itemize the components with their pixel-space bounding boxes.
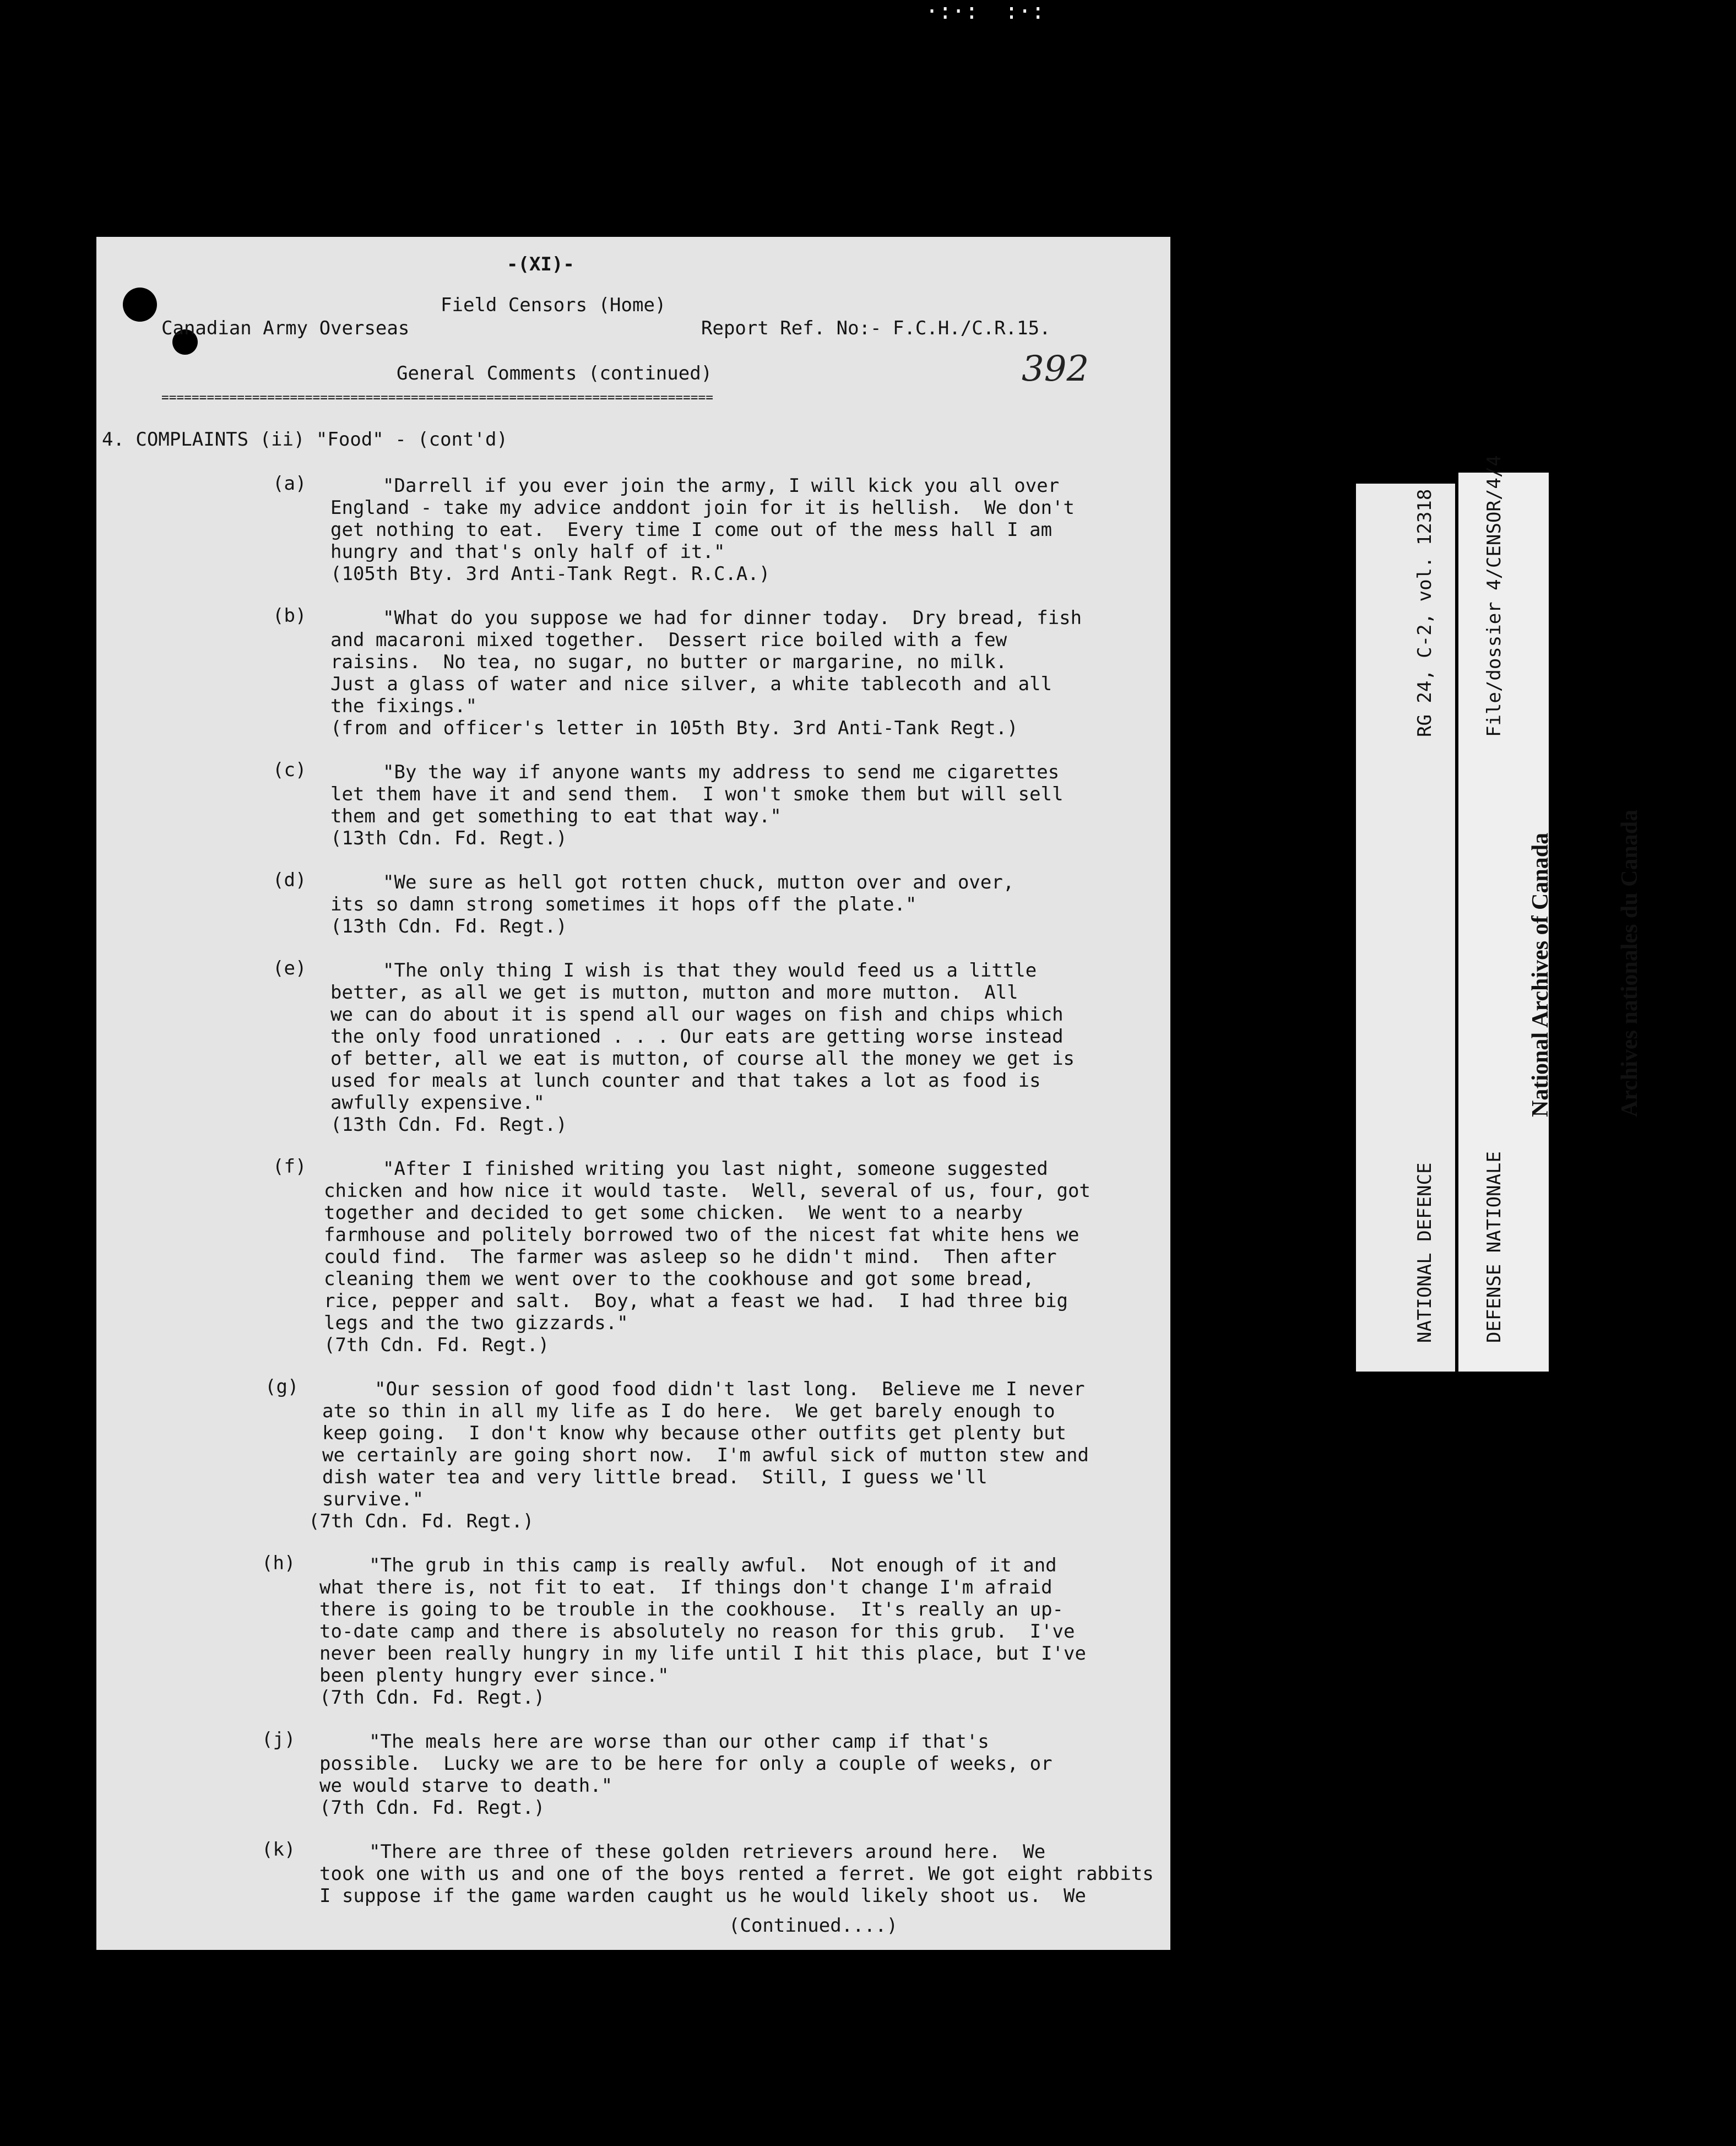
letter-line: them and get something to eat that way." bbox=[330, 805, 782, 827]
letter-line: the fixings." bbox=[330, 695, 478, 717]
unit-attribution: (from and officer's letter in 105th Bty. 3rd Anti-Tank Regt.) bbox=[330, 717, 1018, 739]
unit-name: Canadian Army Overseas bbox=[161, 317, 410, 339]
letter-line: never been really hungry in my life until I hit this place, but I've bbox=[319, 1643, 1086, 1665]
letter-line: awfully expensive." bbox=[330, 1092, 545, 1114]
entry-label: (a) bbox=[273, 473, 307, 495]
unit-attribution: (105th Bty. 3rd Anti-Tank Regt. R.C.A.) bbox=[330, 563, 771, 585]
continued-note: (Continued....) bbox=[729, 1915, 898, 1937]
stamp-number: 392 bbox=[1022, 349, 1089, 389]
letter-line: of better, all we eat is mutton, of course all the money we get is bbox=[330, 1048, 1075, 1070]
letter-line: we certainly are going short now. I'm awful sick of mutton stew and bbox=[322, 1444, 1089, 1466]
unit-attribution: (13th Cdn. Fd. Regt.) bbox=[330, 1114, 567, 1136]
letter-line: England - take my advice anddont join for it is hellish. We don't bbox=[330, 497, 1075, 519]
letter-line: "The grub in this camp is really awful. Not enough of it and bbox=[369, 1554, 1057, 1576]
letter-line: there is going to be trouble in the cookhouse. It's really an up- bbox=[319, 1598, 1064, 1621]
letter-line: what there is, not fit to eat. If things don't change I'm afraid bbox=[319, 1576, 1053, 1598]
page-number: -(XI)- bbox=[507, 253, 574, 275]
letter-line: "The meals here are worse than our other camp if that's bbox=[369, 1731, 989, 1753]
letter-line: ate so thin in all my life as I do here. We get barely enough to bbox=[322, 1400, 1055, 1422]
letter-line: dish water tea and very little bread. Still, I guess we'll bbox=[322, 1466, 988, 1488]
letter-line: we would starve to death." bbox=[319, 1775, 613, 1797]
entry-label: (d) bbox=[273, 869, 307, 891]
letter-line: get nothing to eat. Every time I come out of the mess hall I am bbox=[330, 519, 1053, 541]
unit-attribution: (7th Cdn. Fd. Regt.) bbox=[308, 1510, 534, 1532]
entry-label: (c) bbox=[273, 759, 307, 781]
letter-line: Just a glass of water and nice silver, a white tablecoth and all bbox=[330, 673, 1053, 695]
letter-line: "By the way if anyone wants my address to send me cigarettes bbox=[383, 761, 1060, 783]
punch-hole-top bbox=[123, 288, 157, 322]
letter-line: "The only thing I wish is that they would feed us a little bbox=[383, 960, 1037, 982]
section-subtitle: General Comments (continued) bbox=[397, 362, 713, 384]
letter-line: together and decided to get some chicken. We went to a nearby bbox=[324, 1202, 1023, 1224]
office-title: Field Censors (Home) bbox=[441, 294, 666, 316]
header-rule: ========================================================================= bbox=[161, 391, 713, 405]
entry-label: (e) bbox=[273, 957, 307, 979]
entry-label: (f) bbox=[273, 1156, 307, 1178]
entry-label: (h) bbox=[262, 1552, 296, 1574]
letter-line: rice, pepper and salt. Boy, what a feast we had. I had three big bbox=[324, 1290, 1068, 1312]
section-heading: 4. COMPLAINTS (ii) "Food" - (cont'd) bbox=[102, 429, 508, 451]
letter-line: "Our session of good food didn't last long. Believe me I never bbox=[375, 1378, 1085, 1400]
letter-line: its so damn strong sometimes it hops off the plate." bbox=[330, 893, 917, 915]
letter-line: raisins. No tea, no sugar, no butter or margarine, no milk. bbox=[330, 651, 1007, 673]
archive-label bbox=[1356, 455, 1642, 1372]
letter-line: better, as all we get is mutton, mutton and more mutton. All bbox=[330, 982, 1018, 1004]
letter-line: "We sure as hell got rotten chuck, mutton over and over, bbox=[383, 871, 1015, 893]
entry-label: (b) bbox=[273, 605, 307, 627]
archives-name bbox=[1466, 810, 1704, 1117]
unit-attribution: (13th Cdn. Fd. Regt.) bbox=[330, 915, 567, 937]
entry-label: (k) bbox=[262, 1839, 296, 1861]
letter-line: chicken and how nice it would taste. Well, several of us, four, got bbox=[324, 1180, 1091, 1202]
letter-line: "Darrell if you ever join the army, I will kick you all over bbox=[383, 475, 1060, 497]
archives-name-en: National Archives of Canada bbox=[1528, 832, 1553, 1117]
letter-line: to-date camp and there is absolutely no reason for this grub. I've bbox=[319, 1621, 1075, 1643]
reference-line-2: File/dossier 4/CENSOR/4/4 bbox=[1483, 455, 1505, 737]
letter-line: survive." bbox=[322, 1488, 424, 1510]
department-line-2: DEFENSE NATIONALE bbox=[1483, 1151, 1505, 1343]
letter-line: used for meals at lunch counter and that takes a lot as food is bbox=[330, 1070, 1041, 1092]
unit-attribution: (7th Cdn. Fd. Regt.) bbox=[324, 1334, 550, 1356]
department-line-1: NATIONAL DEFENCE bbox=[1414, 1162, 1436, 1343]
letter-line: hungry and that's only half of it." bbox=[330, 541, 725, 563]
unit-attribution: (13th Cdn. Fd. Regt.) bbox=[330, 827, 567, 849]
letter-line: and macaroni mixed together. Dessert rice boiled with a few bbox=[330, 629, 1007, 651]
unit-attribution: (7th Cdn. Fd. Regt.) bbox=[319, 1687, 545, 1709]
letter-line: "What do you suppose we had for dinner today. Dry bread, fish bbox=[383, 607, 1082, 629]
entry-label: (g) bbox=[265, 1376, 299, 1398]
film-edge-marks: ·:·: :·: bbox=[925, 0, 1045, 24]
document-page bbox=[96, 237, 1170, 1950]
report-reference: Report Ref. No:- F.C.H./C.R.15. bbox=[701, 317, 1051, 339]
letter-line: could find. The farmer was asleep so he didn't mind. Then after bbox=[324, 1246, 1057, 1268]
letter-line: "After I finished writing you last night, someone suggested bbox=[383, 1158, 1048, 1180]
archives-name-fr: Archives nationales du Canada bbox=[1617, 809, 1642, 1117]
archive-reference bbox=[1367, 455, 1552, 737]
letter-line: possible. Lucky we are to be here for only a couple of weeks, or bbox=[319, 1753, 1053, 1775]
letter-line: took one with us and one of the boys rented a ferret. We got eight rabbits bbox=[319, 1863, 1154, 1885]
letter-line: let them have it and send them. I won't smoke them but will sell bbox=[330, 783, 1064, 805]
letter-line: the only food unrationed . . . Our eats are getting worse instead bbox=[330, 1026, 1064, 1048]
department-name bbox=[1367, 1151, 1552, 1343]
letter-line: farmhouse and politely borrowed two of the nicest fat white hens we bbox=[324, 1224, 1079, 1246]
letter-line: cleaning them we went over to the cookhouse and got some bread, bbox=[324, 1268, 1034, 1290]
letter-line: we can do about it is spend all our wages on fish and chips which bbox=[330, 1004, 1064, 1026]
letter-line: keep going. I don't know why because other outfits get plenty but bbox=[322, 1422, 1067, 1444]
letter-line: "There are three of these golden retrievers around here. We bbox=[369, 1841, 1046, 1863]
letter-line: I suppose if the game warden caught us he would likely shoot us. We bbox=[319, 1885, 1086, 1907]
letter-line: been plenty hungry ever since." bbox=[319, 1665, 669, 1687]
unit-attribution: (7th Cdn. Fd. Regt.) bbox=[319, 1797, 545, 1819]
reference-line-1: RG 24, C-2, vol. 12318 bbox=[1414, 489, 1436, 737]
letter-line: legs and the two gizzards." bbox=[324, 1312, 628, 1334]
entry-label: (j) bbox=[262, 1728, 296, 1751]
